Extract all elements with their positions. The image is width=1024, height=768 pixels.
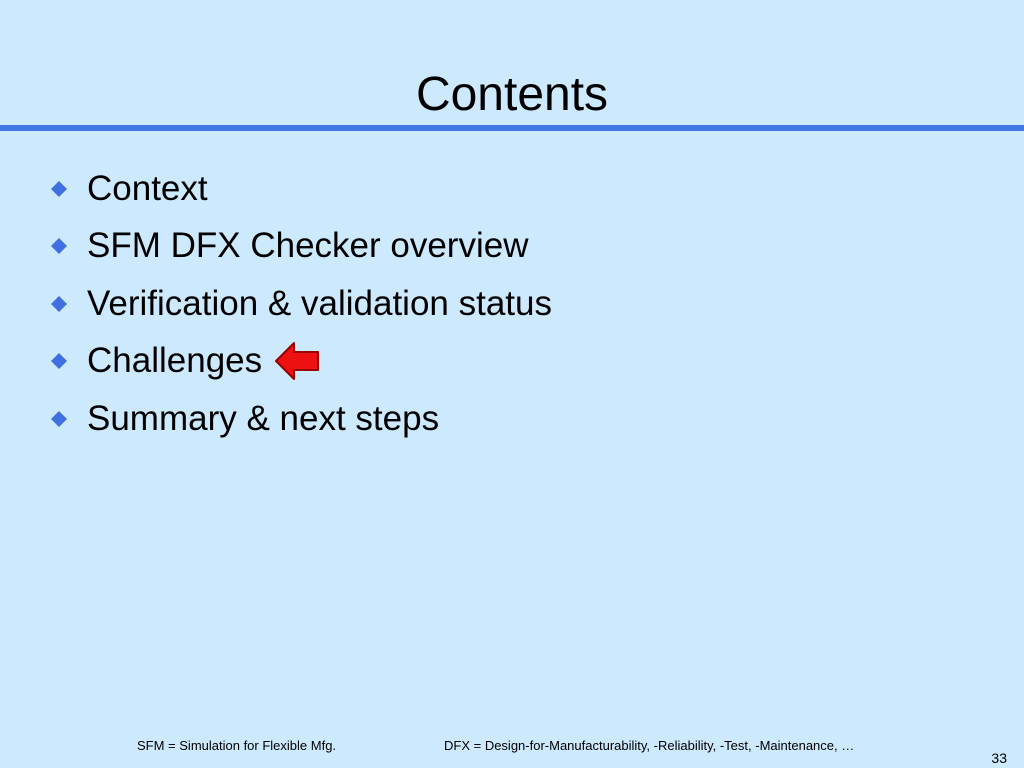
diamond-bullet-icon [51, 353, 67, 369]
list-item-label: SFM DFX Checker overview [87, 226, 529, 266]
page-number: 33 [991, 750, 1007, 766]
diamond-bullet-icon [51, 181, 67, 197]
diamond-bullet-icon [51, 238, 67, 254]
list-item-label: Verification & validation status [87, 283, 552, 323]
diamond-bullet-icon [51, 411, 67, 427]
list-item-label: Challenges [87, 341, 263, 381]
list-item-label: Summary & next steps [87, 398, 440, 438]
diamond-bullet-icon [51, 296, 67, 312]
left-arrow-icon [274, 341, 320, 381]
list-item-label: Context [87, 168, 208, 208]
title-divider [0, 125, 1024, 131]
slide-title: Contents [415, 68, 609, 121]
footer-sfm-definition: SFM = Simulation for Flexible Mfg. [137, 738, 337, 753]
footer-dfx-definition: DFX = Design-for-Manufacturability, -Reliability, -Test, -Maintenance, … [444, 738, 855, 753]
list-item-text-wrap [87, 341, 320, 381]
